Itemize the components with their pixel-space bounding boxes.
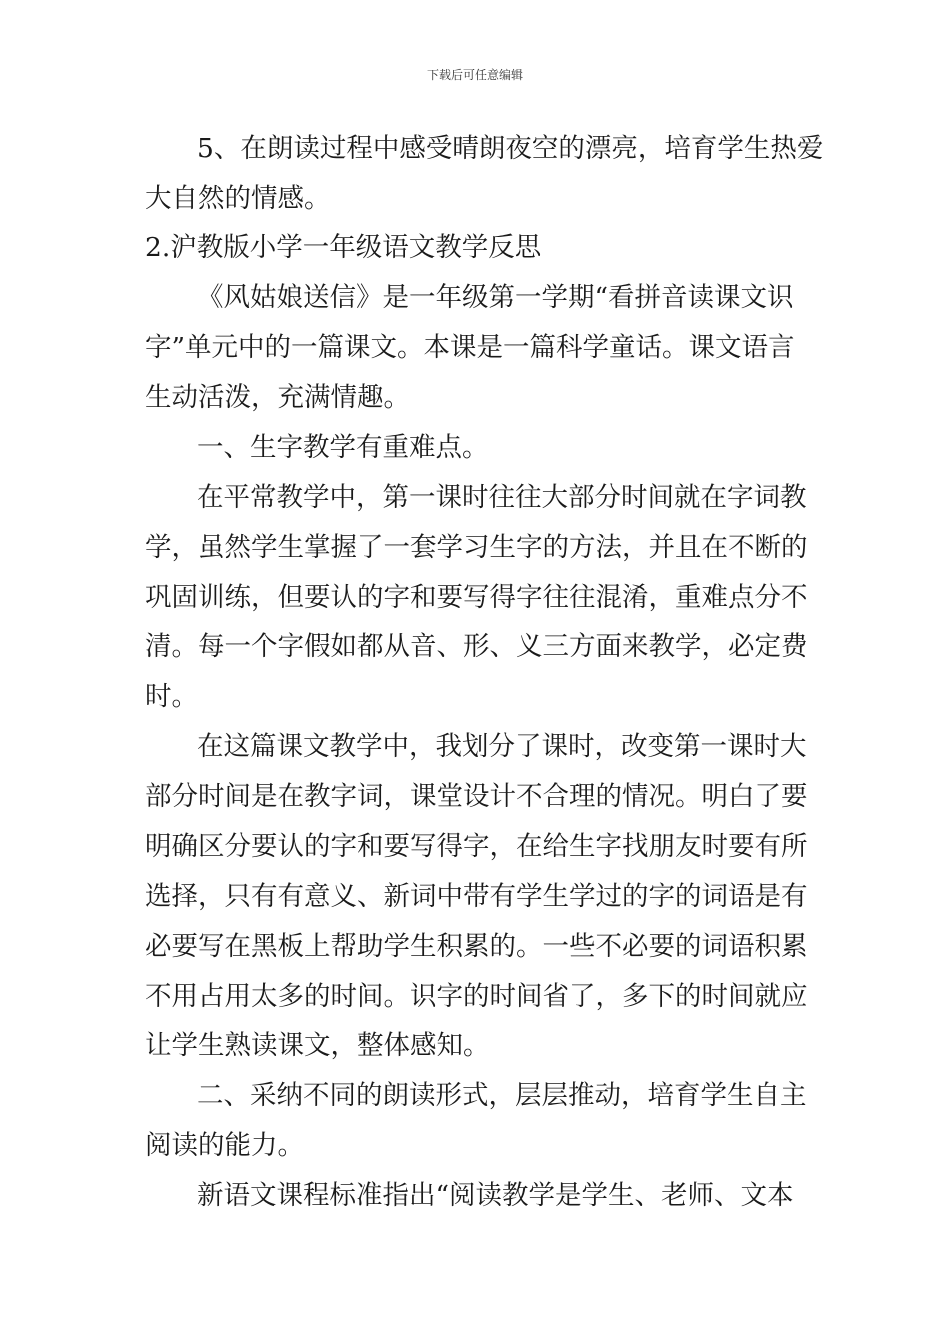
- text-line-21: 阅读的能力。: [145, 1130, 304, 1161]
- page-header: 下载后可任意编辑: [426, 68, 523, 82]
- text-line-22: 新语文课程标准指出“阅读教学是学生、老师、文本: [197, 1180, 794, 1211]
- text-line-6: 生动活泼，充满情趣。: [145, 382, 410, 413]
- text-line-4: 《风姑娘送信》是一年级第一学期“看拼音读课文识: [197, 282, 794, 313]
- text-line-8: 在平常教学中，第一课时往往大部分时间就在字词教: [197, 482, 807, 513]
- text-line-12: 时。: [145, 681, 198, 712]
- text-line-2: 大自然的情感。: [145, 183, 331, 214]
- text-line-13: 在这篇课文教学中，我划分了课时，改变第一课时大: [197, 731, 807, 762]
- text-line-5: 字”单元中的一篇课文。本课是一篇科学童话。课文语言: [145, 332, 795, 363]
- text-line-16: 选择，只有有意义、新词中带有学生学过的字的词语是有: [145, 881, 808, 912]
- section-heading: 2.沪教版小学一年级语文教学反思: [145, 232, 542, 263]
- text-line-19: 让学生熟读课文，整体感知。: [145, 1030, 490, 1061]
- text-line-15: 明确区分要认的字和要写得字，在给生字找朋友时要有所: [145, 831, 808, 862]
- text-line-9: 学，虽然学生掌握了一套学习生字的方法，并且在不断的: [145, 532, 808, 563]
- text-line-14: 部分时间是在教字词，课堂设计不合理的情况。明白了要: [145, 781, 808, 812]
- subheading-1: 一、生字教学有重难点。: [197, 432, 489, 463]
- text-line-10: 巩固训练，但要认的字和要写得字往往混淆，重难点分不: [145, 582, 808, 613]
- text-line-11: 清。每一个字假如都从音、形、义三方面来教学，必定费: [145, 631, 808, 662]
- text-line-1: 5、在朗读过程中感受晴朗夜空的漂亮，培育学生热爱: [197, 133, 824, 164]
- text-line-17: 必要写在黑板上帮助学生积累的。一些不必要的词语积累: [145, 931, 808, 962]
- text-line-18: 不用占用太多的时间。识字的时间省了，多下的时间就应: [145, 981, 808, 1012]
- subheading-2: 二、采纳不同的朗读形式，层层推动，培育学生自主: [197, 1080, 807, 1111]
